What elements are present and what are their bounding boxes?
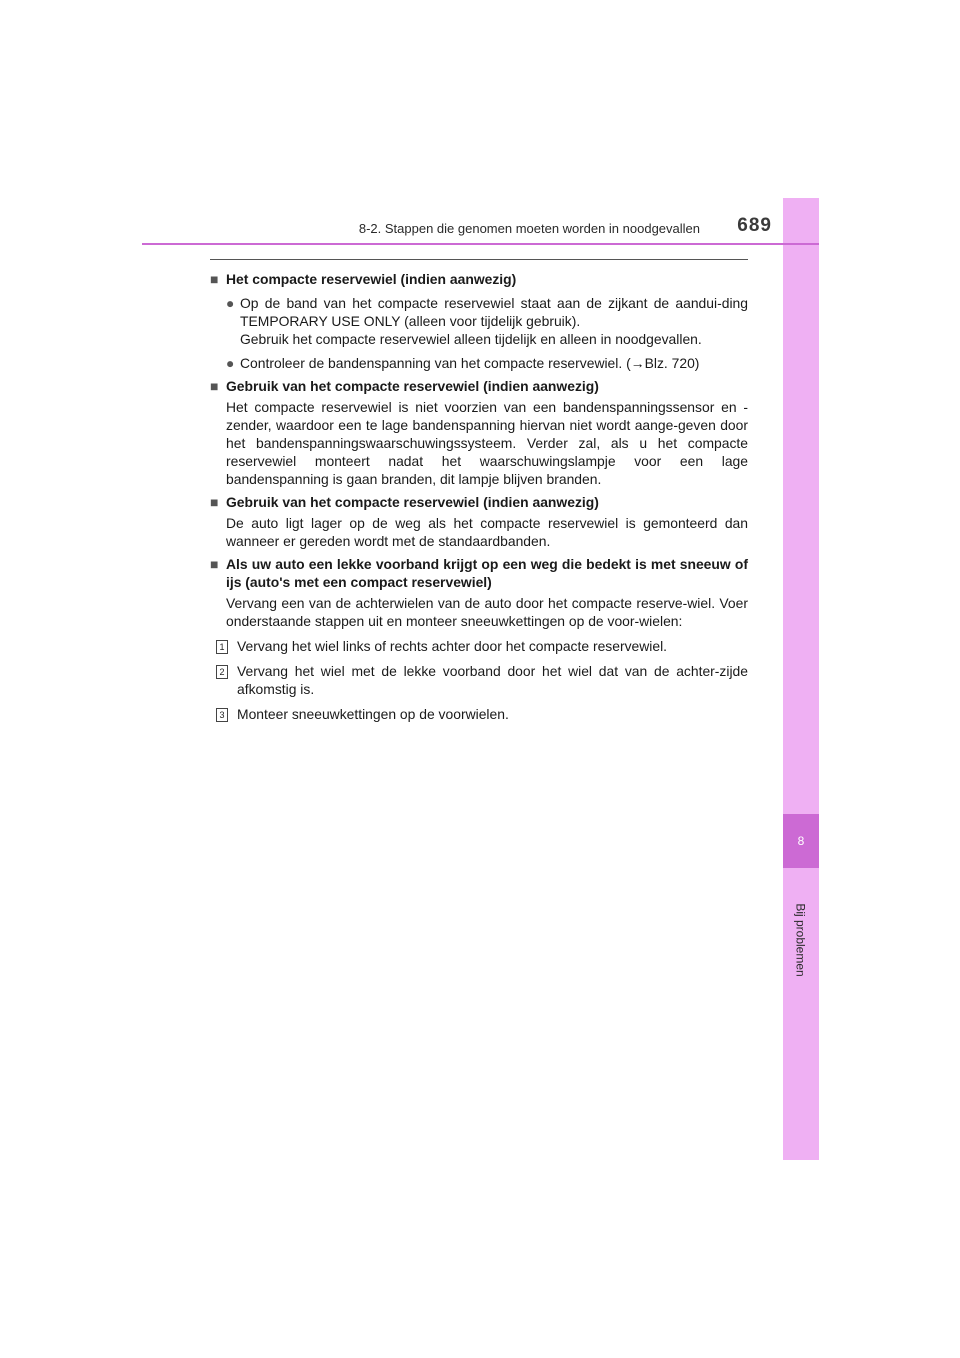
step-item [216,637,748,655]
section-heading: ■ Gebruik van het compacte reservewiel (indien aanwezig) [210,378,599,394]
content-top-rule [210,259,748,260]
section-heading: ■ Gebruik van het compacte reservewiel (indien aanwezig) [210,494,599,510]
chapter-title-container [783,880,819,1000]
square-bullet-icon: ■ [210,271,219,287]
square-bullet-icon: ■ [210,556,219,572]
section-heading: ■ Het compacte reservewiel (indien aanwezig) [210,271,517,287]
list-item [226,354,748,372]
section-paragraph: Vervang een van de achterwielen van de auto door het compacte reserve-wiel. Voer onderstaande stappen uit en monteer sneeuwkettingen op de voor-wielen: [226,595,748,629]
step-text: Monteer sneeuwkettingen op de voorwielen. [237,706,509,722]
bullet-text: Gebruik het compacte reservewiel alleen tijdelijk en alleen in noodgevallen. [240,331,702,347]
step-item [216,662,748,698]
chapter-side-tab [783,198,819,1160]
section-title: 8-2. Stappen die genomen moeten worden in noodgevallen [358,221,700,236]
square-bullet-icon: ■ [210,378,219,394]
chapter-title: Bij problemen [794,903,808,977]
chapter-number: 8 [797,834,805,848]
round-bullet-icon: ● [226,295,235,311]
section-paragraph: Het compacte reservewiel is niet voorzien van een bandenspanningssensor en -zender, waardoor een te lage bandenspanning hiervan niet wordt aange-geven door het bandenspanningswaarschuwingssysteem. Verder zal, als u het compacte reservewiel monteert nadat het waarschuwingslampje voor een lage bandenspanning is gaan branden, dit lampje blijven branden. [226,399,748,487]
chapter-number-box [783,814,819,868]
round-bullet-icon: ● [226,355,235,371]
bullet-text: Op de band van het compacte reservewiel staat aan de zijkant de aandui-ding TEMPORARY USE ONLY (alleen voor tijdelijk gebruik). [240,295,748,329]
section-heading: ■ Als uw auto een lekke voorband krijgt op een weg die bedekt is met sneeuw of ijs (auto's met een compact reservewiel) [210,556,748,590]
step-number-badge: 1 [216,640,228,654]
step-text: Vervang het wiel links of rechts achter door het compacte reservewiel. [237,638,668,654]
page-number: 689 [737,215,772,236]
page-content [210,265,748,723]
section-paragraph: De auto ligt lager op de weg als het compacte reservewiel is gemonteerd dan wanneer er gereden wordt met de standaardbanden. [226,515,748,549]
step-number-badge: 2 [216,665,228,679]
list-item [226,294,748,348]
step-number-badge: 3 [216,708,228,722]
bullet-text: Controleer de bandenspanning van het compacte reservewiel. (→Blz. 720) [240,355,700,371]
square-bullet-icon: ■ [210,494,219,510]
step-text: Vervang het wiel met de lekke voorband door het wiel dat van de achter-zijde afkomstig is. [237,663,748,697]
step-item [216,705,748,723]
header-divider [142,243,819,245]
